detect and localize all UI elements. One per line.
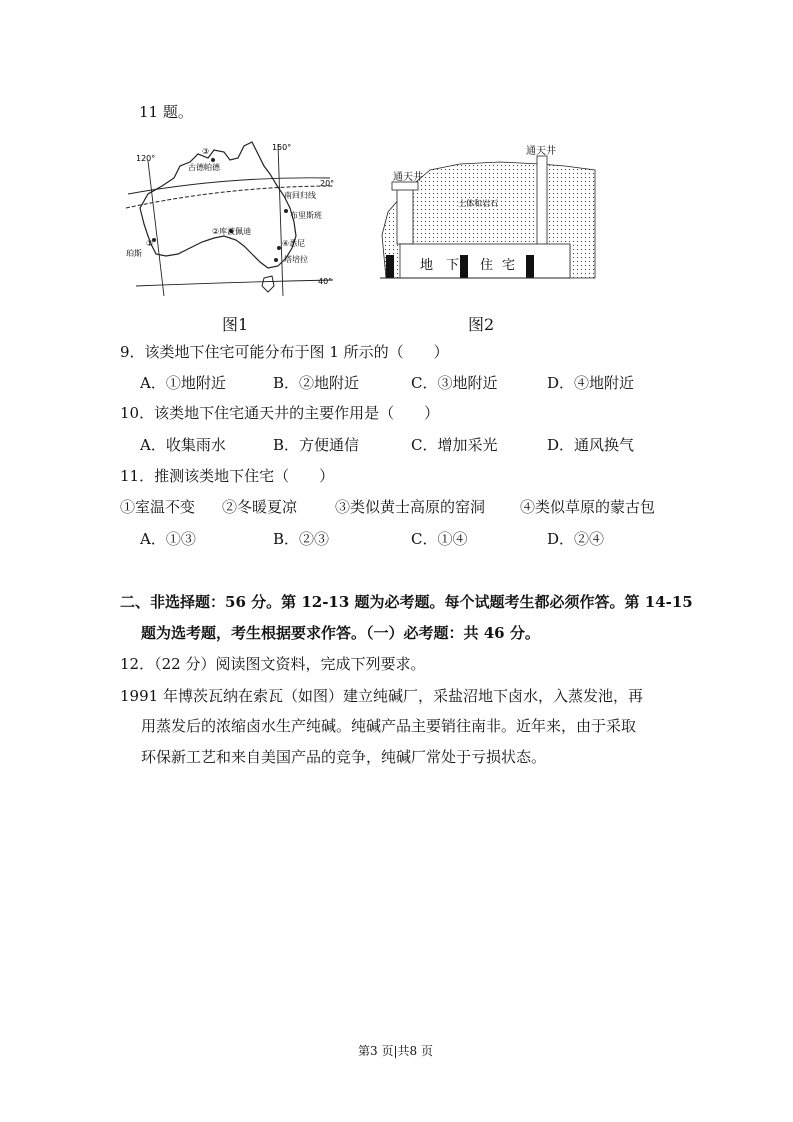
figure-1-australia-map (118, 136, 348, 301)
figure-2-caption: 图2 (468, 315, 495, 334)
q11-option-d-letter: D． (547, 530, 575, 548)
q11-option-a (140, 529, 196, 549)
tasmania-outline (262, 276, 274, 292)
city-dot-brisbane (284, 209, 288, 213)
label-house-char-1: 地 (420, 258, 434, 273)
q11-option-b-letter: B． (273, 530, 300, 548)
label-house-char-2: 下 (446, 258, 460, 273)
q11-statement-2: ②冬暖夏凉 (222, 498, 298, 516)
q11-statement-4: ④类似草原的蒙古包 (520, 498, 656, 516)
q9-option-c-letter: C． (411, 374, 438, 392)
label-gudebo: 古德帕德 (188, 163, 220, 172)
q10-option-a (140, 435, 226, 455)
lat-40-line (136, 280, 333, 286)
label-lat-40: 40° (318, 277, 333, 286)
q9-option-a (140, 373, 226, 393)
q9-option-b (273, 373, 359, 393)
label-tropic: 南回归线 (284, 191, 316, 200)
meridian-120 (148, 161, 164, 296)
label-tasmania: 塔培拉 (284, 255, 308, 264)
q11-option-c (411, 529, 468, 549)
label-house-char-4: 宅 (502, 258, 516, 273)
label-marker-3: ③ (202, 147, 210, 156)
q10-option-d (547, 435, 634, 455)
pillar-middle (460, 255, 468, 278)
q11-option-b-text: ②③ (299, 530, 330, 548)
q11-option-a-text: ①③ (165, 530, 196, 548)
q10-option-a-text: 收集雨水 (165, 436, 226, 454)
q11-statement-3: ③类似黄士高原的窑洞 (335, 498, 486, 516)
label-perth-marker: ① (146, 239, 154, 248)
city-dot-gudebo (211, 158, 215, 162)
q9-option-d-text: ④地附近 (574, 374, 635, 392)
label-lon-120: 120° (136, 154, 156, 163)
q11-option-c-text: ①④ (437, 530, 468, 548)
q9-option-b-text: ②地附近 (299, 374, 360, 392)
intro-text: 11 题。 (139, 103, 193, 121)
question-9-stem: 9．该类地下住宅可能分布于图 1 所示的（ ） (120, 343, 449, 361)
q9-option-c-text: ③地附近 (437, 374, 498, 392)
pillar-right (526, 255, 534, 278)
question-12-paragraph-line-3: 环保新工艺和来自美国产品的竞争，纯碱厂常处于亏损状态。 (141, 748, 547, 766)
left-shaft-cap (392, 182, 418, 190)
q9-option-a-text: ①地附近 (165, 374, 226, 392)
q10-option-c-text: 增加采光 (437, 436, 498, 454)
q11-option-d-text: ②④ (574, 530, 605, 548)
q11-option-a-letter: A． (140, 530, 166, 548)
question-10-stem: 10．该类地下住宅通天井的主要作用是（ ） (120, 404, 440, 422)
question-12-paragraph-line-1: 1991 年博茨瓦纳在索瓦（如图）建立纯碱厂，采盐沼地下卤水，入蒸发池，再 (120, 687, 643, 705)
q11-statement-1: ①室温不变 (120, 498, 196, 516)
q9-option-b-letter: B． (273, 374, 300, 392)
q9-option-c (411, 373, 498, 393)
pillar-left (386, 255, 394, 278)
page-footer: 第3 页|共8 页 (358, 1044, 433, 1058)
q9-option-a-letter: A． (140, 374, 166, 392)
q10-option-d-letter: D． (547, 436, 575, 454)
australia-outline (140, 142, 296, 268)
q11-option-b (273, 529, 329, 549)
section-2-heading-line-2: 题为选考题，考生根据要求作答。（一）必考题：共 46 分。 (141, 624, 540, 642)
label-lat-20: 20° (320, 179, 335, 188)
label-coober: ②库波佩迪 (212, 227, 252, 236)
city-dot-sydney (277, 246, 281, 250)
label-brisbane: 布里斯班 (290, 211, 322, 220)
label-shaft-right: 通天井 (526, 146, 556, 157)
q10-option-b-text: 方便通信 (299, 436, 360, 454)
right-shaft (537, 156, 547, 248)
q10-option-c (411, 435, 498, 455)
label-rock: 土体和岩石 (458, 199, 498, 208)
question-12-paragraph-line-2: 用蒸发后的浓缩卤水生产纯碱。纯碱产品主要销往南非。近年来，由于采取 (141, 717, 637, 735)
label-perth: 珀斯 (126, 249, 142, 258)
question-12-stem: 12．（22 分）阅读图文资料，完成下列要求。 (120, 655, 426, 673)
q10-option-d-text: 通风换气 (574, 436, 635, 454)
figure-2-underground-house (380, 140, 605, 285)
city-dot-tasmania (274, 258, 278, 262)
figure-1-caption: 图1 (222, 315, 249, 334)
label-lon-150: 150° (272, 143, 292, 152)
label-shaft-left: 通天井 (393, 172, 423, 183)
q9-option-d-letter: D． (547, 374, 575, 392)
q10-option-c-letter: C． (411, 436, 438, 454)
label-house-char-3: 住 (480, 258, 494, 273)
q11-option-d (547, 529, 604, 549)
q9-option-d (547, 373, 634, 393)
q10-option-b-letter: B． (273, 436, 300, 454)
left-shaft (397, 184, 413, 244)
q10-option-a-letter: A． (140, 436, 166, 454)
section-2-heading-line-1: 二、非选择题：56 分。第 12-13 题为必考题。每个试题考生都必须作答。第 14-15 (120, 593, 693, 611)
label-sydney: ④悉尼 (282, 239, 306, 248)
q11-option-c-letter: C． (411, 530, 438, 548)
question-11-stem: 11．推测该类地下住宅（ ） (120, 467, 335, 485)
q10-option-b (273, 435, 359, 455)
meridian-150 (278, 144, 283, 296)
